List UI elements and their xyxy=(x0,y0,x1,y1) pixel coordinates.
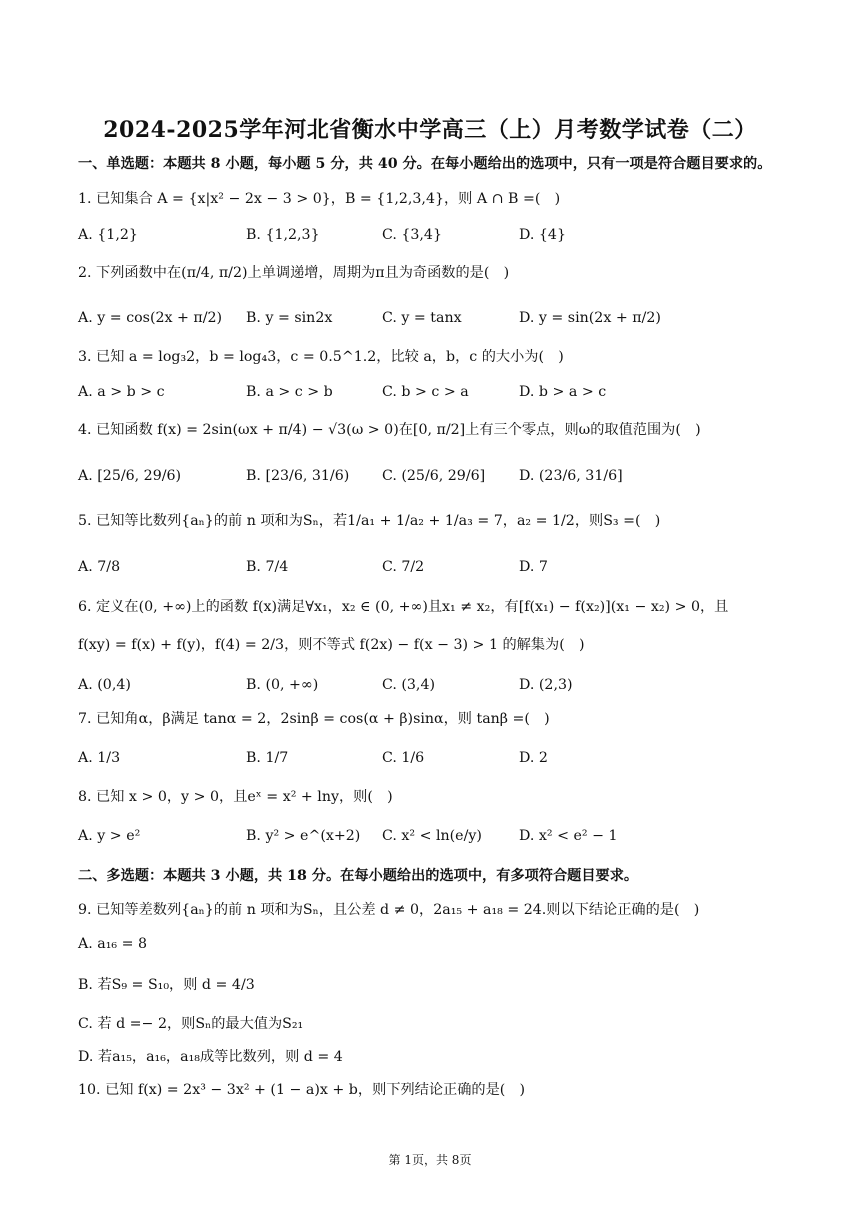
question-2-stem: 2. 下列函数中在(π/4, π/2)上单调递增，周期为π且为奇函数的是( ) xyxy=(78,265,510,281)
question-2-option-d: D. y = sin(2x + π/2) xyxy=(519,310,661,326)
question-6-option-b: B. (0, +∞) xyxy=(246,677,319,693)
question-3-option-b: B. a > c > b xyxy=(246,384,333,400)
question-5-option-d: D. 7 xyxy=(519,559,548,575)
page-footer: 第 1页，共 8页 xyxy=(388,1153,472,1167)
question-8-option-c: C. x² < ln(e/y) xyxy=(382,828,482,844)
question-8-option-d: D. x² < e² − 1 xyxy=(519,828,618,844)
question-1-stem xyxy=(78,189,560,209)
question-3-option-c: C. b > c > a xyxy=(382,384,469,400)
question-4-stem: 4. 已知函数 f(x) = 2sin(ωx + π/4) − √3(ω > 0)在[0, π/2]上有三个零点，则ω的取值范围为( ) xyxy=(78,422,701,438)
page-title: 2024-2025学年河北省衡水中学高三（上）月考数学试卷（二） xyxy=(103,117,757,143)
question-5-stem: 5. 已知等比数列{aₙ}的前 n 项和为Sₙ，若1/a₁ + 1/a₂ + 1/a₃ = 7，a₂ = 1/2，则S₃ =( ) xyxy=(78,513,661,529)
question-5-option-c: C. 7/2 xyxy=(382,559,425,575)
question-1-option-b: B. {1,2,3} xyxy=(246,227,320,243)
question-4-option-d: D. (23/6, 31/6] xyxy=(519,468,623,484)
question-7-option-d: D. 2 xyxy=(519,750,548,766)
question-7-option-b: B. 1/7 xyxy=(246,750,289,766)
question-7-option-a: A. 1/3 xyxy=(78,750,121,766)
question-9-option-c: C. 若 d =− 2，则Sₙ的最大值为S₂₁ xyxy=(78,1016,304,1032)
section-heading-single-choice: 一、单选题：本题共 8 小题，每小题 5 分，共 40 分。在每小题给出的选项中，只有一项是符合题目要求的。 xyxy=(78,156,772,172)
question-9-option-a: A. a₁₆ = 8 xyxy=(78,936,148,952)
question-6-stem-line-2: f(xy) = f(x) + f(y)，f(4) = 2/3，则不等式 f(2x) − f(x − 3) > 1 的解集为( ) xyxy=(78,637,585,653)
question-3-option-d: D. b > a > c xyxy=(519,384,607,400)
question-8-option-a: A. y > e² xyxy=(78,828,141,844)
question-10-stem: 10. 已知 f(x) = 2x³ − 3x² + (1 − a)x + b，则下列结论正确的是( ) xyxy=(78,1082,526,1098)
question-8-stem: 8. 已知 x > 0，y > 0，且eˣ = x² + lny，则( ) xyxy=(78,789,393,805)
question-6-option-c: C. (3,4) xyxy=(382,677,436,693)
question-3-stem: 3. 已知 a = log₃2，b = log₄3，c = 0.5^1.2，比较 a，b，c 的大小为( ) xyxy=(78,349,564,365)
question-6-option-a: A. (0,4) xyxy=(78,677,131,693)
question-2-option-a: A. y = cos(2x + π/2) xyxy=(78,310,223,326)
question-4-option-b: B. [23/6, 31/6) xyxy=(246,468,350,484)
question-1-option-d: D. {4} xyxy=(519,227,566,243)
question-1-text: 1. 已知集合 A = {x|x² − 2x − 3 > 0}，B = {1,2,3,4}，则 A ∩ B =( ) xyxy=(78,191,561,207)
question-2-option-c: C. y = tanx xyxy=(382,310,462,326)
question-3-option-a: A. a > b > c xyxy=(78,384,165,400)
section-heading-multi-choice: 二、多选题：本题共 3 小题，共 18 分。在每小题给出的选项中，有多项符合题目要求。 xyxy=(78,868,639,884)
question-9-stem: 9. 已知等差数列{aₙ}的前 n 项和为Sₙ，且公差 d ≠ 0，2a₁₅ + a₁₈ = 24.则以下结论正确的是( ) xyxy=(78,902,700,918)
question-4-option-a: A. [25/6, 29/6) xyxy=(78,468,182,484)
question-5-option-b: B. 7/4 xyxy=(246,559,289,575)
question-1-option-a: A. {1,2} xyxy=(78,227,138,243)
question-9-option-b: B. 若S₉ = S₁₀，则 d = 4/3 xyxy=(78,977,255,993)
question-1-option-c: C. {3,4} xyxy=(382,227,442,243)
question-7-option-c: C. 1/6 xyxy=(382,750,425,766)
question-7-stem: 7. 已知角α，β满足 tanα = 2，2sinβ = cos(α + β)sinα，则 tanβ =( ) xyxy=(78,711,550,727)
question-2-option-b: B. y = sin2x xyxy=(246,310,333,326)
question-4-option-c: C. (25/6, 29/6] xyxy=(382,468,486,484)
question-5-option-a: A. 7/8 xyxy=(78,559,121,575)
question-8-option-b: B. y² > e^(x+2) xyxy=(246,828,361,844)
question-6-stem: 6. 定义在(0, +∞)上的函数 f(x)满足∀x₁，x₂ ∈ (0, +∞)且x₁ ≠ x₂，有[f(x₁) − f(x₂)](x₁ − x₂) > 0，且 xyxy=(78,599,729,615)
question-6-option-d: D. (2,3) xyxy=(519,677,573,693)
question-9-option-d: D. 若a₁₅，a₁₆，a₁₈成等比数列，则 d = 4 xyxy=(78,1049,343,1065)
